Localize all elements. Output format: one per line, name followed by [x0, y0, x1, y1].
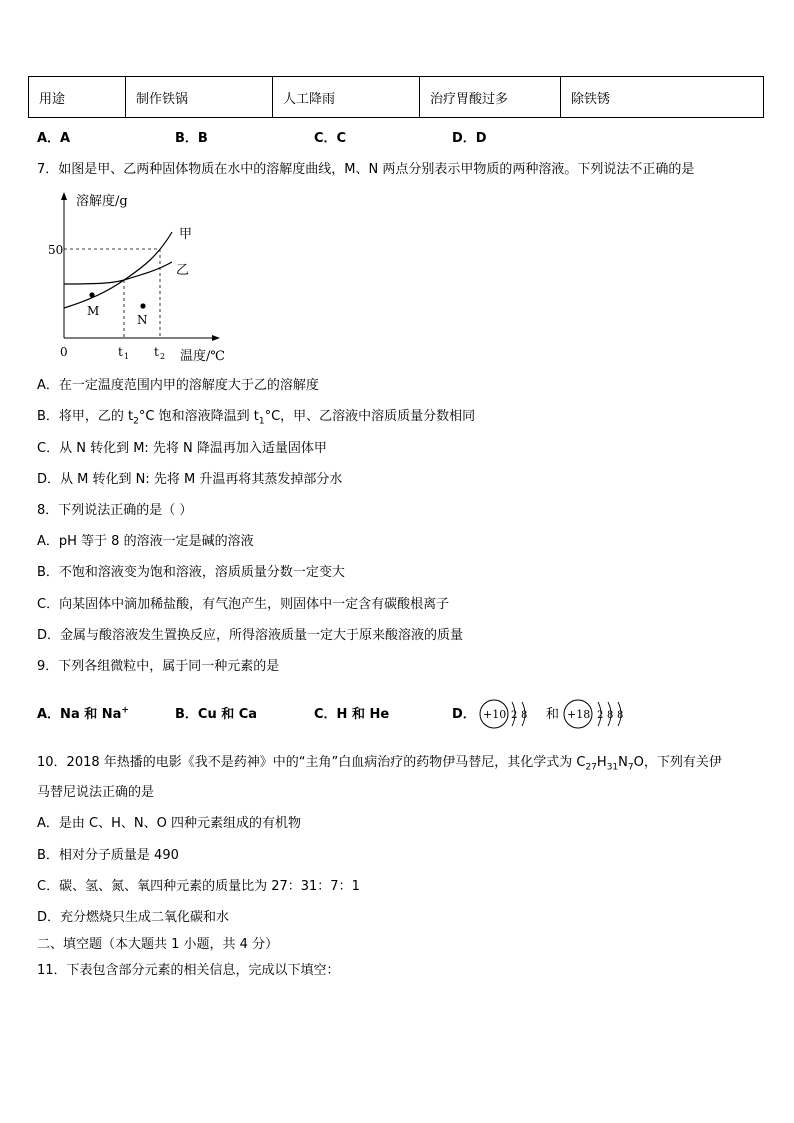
subscript: 7: [627, 762, 634, 773]
q8-stem: 8．下列说法正确的是（ ）: [37, 503, 193, 518]
q7-stem: 7．如图是甲、乙两种固体物质在水中的溶解度曲线，M、N 两点分别表示甲物质的两种溶液。下列说法不正确的是: [37, 162, 695, 177]
q10-stem-n: N: [618, 755, 628, 770]
solubility-curve-figure: [40, 188, 240, 364]
point-n-label: N: [137, 313, 148, 327]
origin-label: 0: [60, 345, 68, 359]
x-tick-t2-sub: 2: [160, 352, 166, 361]
q9-option-c: C．H 和 He: [314, 707, 390, 722]
and-connector: 和: [546, 707, 560, 722]
q8-option-a: A．pH 等于 8 的溶液一定是碱的溶液: [37, 534, 254, 549]
q7-option-a: A．在一定温度范围内甲的溶解度大于乙的溶解度: [37, 378, 319, 393]
curve-yi: [64, 262, 172, 284]
curve-jia-label: 甲: [179, 227, 193, 242]
q9-option-d: D．: [452, 707, 476, 722]
y-tick-50: 50: [48, 243, 64, 257]
q7-option-d: D．从 M 转化到 N: 先将 M 升温再将其蒸发掉部分水: [37, 472, 343, 487]
q8-option-d: D．金属与酸溶液发生置换反应，所得溶液质量一定大于原来酸溶液的质量: [37, 628, 464, 643]
shell-electrons: 8: [521, 710, 528, 721]
curve-yi-label: 乙: [176, 263, 190, 278]
q7-option-b-part3: °C，甲、乙溶液中溶质质量分数相同: [264, 409, 476, 424]
q9-option-a: [37, 703, 129, 722]
y-axis-arrow: [61, 192, 67, 200]
q10-stem-h: H: [596, 755, 607, 770]
atom-structure-argon: [562, 697, 642, 731]
q9-option-a-text: A．Na 和 Na: [37, 707, 122, 722]
q10-stem-line2: 马替尼说法正确的是: [37, 785, 155, 800]
subscript: 2: [133, 416, 139, 427]
x-tick-t1: t: [118, 345, 123, 359]
table-cell: 制作铁锅: [126, 77, 273, 118]
x-tick-t2: t: [154, 345, 159, 359]
shell-electrons: 8: [607, 710, 614, 721]
usage-table: [28, 76, 764, 118]
q7-option-b-part2: °C 饱和溶液降温到 t: [138, 409, 259, 424]
q8-option-c: C．向某固体中滴加稀盐酸，有气泡产生，则固体中一定含有碳酸根离子: [37, 597, 450, 612]
subscript: 1: [258, 416, 265, 427]
q6-option-c: C．C: [314, 131, 347, 146]
shell-electrons: 2: [511, 710, 518, 721]
table-cell: 除铁锈: [561, 77, 764, 118]
q7-option-b-part1: B．将甲，乙的 t: [37, 409, 134, 424]
q7-option-b: [37, 405, 475, 427]
x-tick-t1-sub: 1: [124, 352, 130, 361]
q7-option-c: C．从 N 转化到 M: 先将 N 降温再加入适量固体甲: [37, 441, 327, 456]
nucleus-charge: +18: [567, 708, 591, 721]
superscript: +: [121, 705, 129, 716]
point-m-label: M: [87, 304, 100, 318]
table-cell: 用途: [29, 77, 126, 118]
point-n: [140, 303, 145, 308]
q10-option-c: C．碳、氢、氮、氧四种元素的质量比为 27：31：7：1: [37, 879, 360, 894]
section-heading: 二、填空题（本大题共 1 小题，共 4 分）: [37, 937, 279, 952]
atom-structure-neon: [478, 697, 546, 731]
y-axis-label: 溶解度/g: [76, 194, 128, 209]
q10-option-a: A．是由 C、H、N、O 四种元素组成的有机物: [37, 816, 301, 831]
table-cell: 治疗胃酸过多: [420, 77, 561, 118]
q10-stem-part2: O，下列有关伊: [633, 755, 722, 770]
q9-stem: 9．下列各组微粒中，属于同一种元素的是: [37, 659, 280, 674]
table-cell: 人工降雨: [273, 77, 420, 118]
x-axis-arrow: [212, 335, 220, 341]
nucleus-charge: +10: [483, 708, 507, 721]
q11-stem: 11．下表包含部分元素的相关信息，完成以下填空：: [37, 963, 340, 978]
shell-electrons: 2: [597, 710, 604, 721]
shell-electrons: 8: [617, 710, 624, 721]
subscript: 31: [606, 762, 619, 773]
q6-option-a: A．A: [37, 131, 71, 146]
q8-option-b: B．不饱和溶液变为饱和溶液，溶质质量分数一定变大: [37, 565, 345, 580]
q10-stem-part1: 10．2018 年热播的电影《我不是药神》中的“主角”白血病治疗的药物伊马替尼，其化学式为 C: [37, 755, 586, 770]
q10-stem: [37, 751, 722, 773]
q6-option-b: B．B: [175, 131, 208, 146]
point-m: [89, 292, 94, 297]
q6-option-d: D．D: [452, 131, 487, 146]
q9-option-b: B．Cu 和 Ca: [175, 707, 258, 722]
q10-option-b: B．相对分子质量是 490: [37, 848, 179, 863]
table-row: [29, 77, 764, 118]
x-axis-label: 温度/℃: [180, 349, 225, 364]
q10-option-d: D．充分燃烧只生成二氧化碳和水: [37, 910, 230, 925]
subscript: 27: [585, 762, 597, 773]
